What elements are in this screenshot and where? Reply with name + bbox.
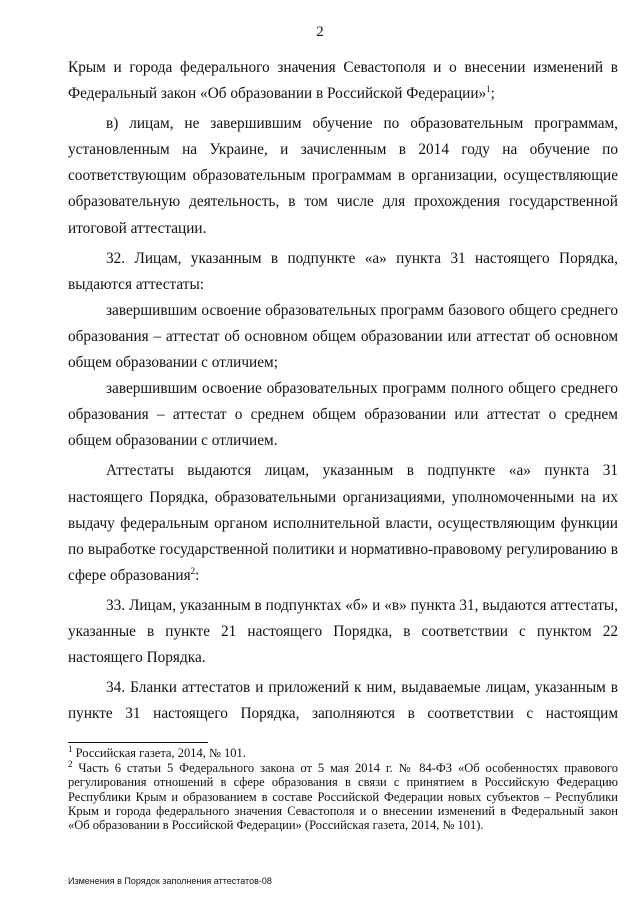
paragraph-secondary-education — [68, 376, 618, 454]
footnote-ref-2[interactable]: 2 — [190, 565, 196, 576]
paragraph-certificates-issue-tail: : — [195, 566, 200, 584]
paragraph-certificates-issue — [68, 458, 618, 588]
footnotes — [68, 743, 618, 833]
paragraph-item-33-text: 33. Лицам, указанным в подпунктах «б» и «в» пункта 31, выдаются аттестаты, указанные в пункте 21 настоящего Порядка, в соответствии с пунктом 22 настоящего Порядка. — [68, 596, 618, 667]
paragraph-item-34 — [68, 675, 618, 727]
paragraph-subitem-v — [68, 111, 618, 241]
footnote-2 — [68, 761, 618, 832]
footnote-1-mark: 1 — [68, 743, 73, 754]
paragraph-1-tail: ; — [490, 85, 495, 103]
footnote-2-text: Часть 6 статьи 5 Федерального закона от 5 мая 2014 г. № 84-ФЗ «Об особенностях правового регулирования отношений в сфере образования в связи с принятием в Российскую Федерацию Республики Крым и образованием в составе Российской Федерации новых субъектов – Республики Крым и города федерального значения Севастополя и о внесении изменений в Федеральный закон «Об образовании в Российской Федерации» (Российская газета, 2014, № 101). — [68, 761, 618, 833]
paragraph-subitem-v-text: в) лицам, не завершившим обучение по образовательным программам, установленным на Украине, и зачисленным в 2014 году на обучение по соответствующим образовательным программам в организации, осуществляющие образовательную деятельность, в том числе для прохождения государственной итоговой аттестации. — [68, 115, 618, 237]
paragraph-basic-education — [68, 298, 618, 376]
paragraph-item-32-text: 32. Лицам, указанным в подпункте «а» пункта 31 настоящего Порядка, выдаются аттестаты: — [68, 249, 618, 293]
paragraph-basic-education-text: завершившим освоение образовательных программ базового общего среднего образования – аттестат об основном общем образовании или аттестат об основном общем образовании с отличием; — [68, 301, 618, 372]
paragraph-certificates-issue-text: Аттестаты выдаются лицам, указанным в подпункте «а» пункта 31 настоящего Порядка, образовательными организациями, уполномоченными на их выдачу федеральным органом исполнительной власти, осуществляющим функции по выработке государственной политики и нормативно-правовому регулированию в сфере образования — [68, 462, 618, 584]
page-footer: Изменения в Порядок заполнения аттестатов-08 — [68, 876, 272, 886]
paragraph-item-33 — [68, 593, 618, 671]
footnote-1 — [68, 743, 618, 760]
paragraph-1 — [68, 55, 618, 107]
document-body — [68, 55, 618, 727]
paragraph-1-text: Крым и города федерального значения Севастополя и о внесении изменений в Федеральный закон «Об образовании в Российской Федерации» — [68, 59, 618, 103]
footnote-ref-1[interactable]: 1 — [486, 84, 491, 94]
footnote-separator — [68, 742, 208, 743]
footnote-1-text: Российская газета, 2014, № 101. — [75, 746, 246, 760]
paragraph-secondary-education-text: завершившим освоение образовательных программ полного общего среднего образования – аттестат о среднем общем образовании или аттестат о среднем общем образовании с отличием. — [68, 380, 618, 450]
paragraph-item-32 — [68, 246, 618, 298]
page-number: 2 — [316, 24, 324, 40]
footnote-2-mark: 2 — [68, 759, 73, 770]
paragraph-item-34-text: 34. Бланки аттестатов и приложений к ним, выдаваемые лицам, указанным в пункте 31 настоящего Порядка, заполняются в соответствии с настоящим — [68, 679, 618, 723]
